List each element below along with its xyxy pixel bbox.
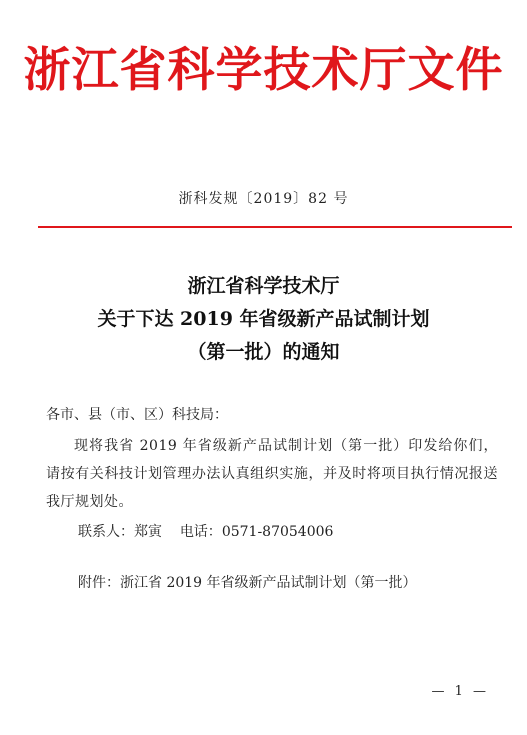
contact-person-label: 联系人： bbox=[78, 524, 134, 540]
notice-title-line-3: （第一批）的通知 bbox=[187, 341, 340, 363]
body-paragraph: 现将我省 2019 年省级新产品试制计划（第一批）印发给你们，请按有关科技计划管理办法认真组织实施，并及时将项目执行情况报送我厅规划处。 bbox=[46, 438, 498, 510]
salutation: 各市、县（市、区）科技局： bbox=[46, 407, 228, 423]
notice-title-line-1: 浙江省科学技术厅 bbox=[187, 275, 340, 297]
notice-title bbox=[0, 270, 527, 369]
document-header-title: 浙江省科学技术厅文件 bbox=[23, 43, 504, 98]
attachment-line: 附件：浙江省 2019 年省级新产品试制计划（第一批） bbox=[78, 575, 417, 591]
notice-title-line-2: 关于下达 2019 年省级新产品试制计划 bbox=[97, 308, 430, 330]
contact-phone: 0571-87054006 bbox=[221, 524, 334, 540]
contact-person: 郑寅 bbox=[134, 524, 162, 540]
document-number: 浙科发规〔2019〕82 号 bbox=[178, 191, 349, 207]
page-number: — 1 — bbox=[431, 684, 489, 699]
contact-line bbox=[78, 521, 333, 541]
contact-phone-label: 电话： bbox=[179, 524, 222, 540]
red-divider-line bbox=[38, 226, 512, 228]
